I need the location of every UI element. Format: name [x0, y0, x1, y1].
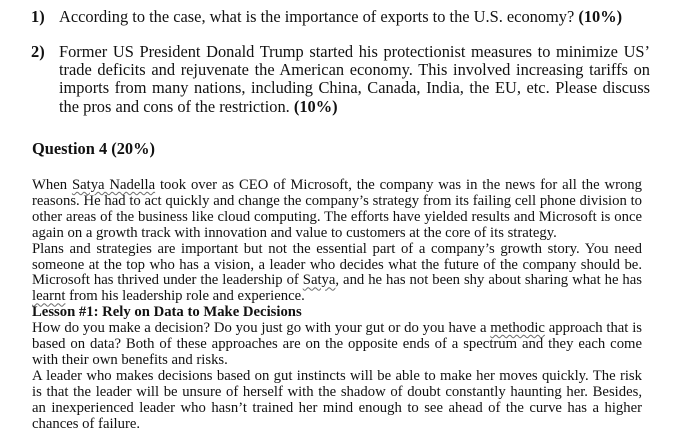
case-text	[32, 178, 642, 433]
section-heading: Question 4 (20%)	[32, 139, 155, 158]
question-1-weight: (10%)	[578, 7, 623, 26]
spellcheck-name-short: Satya	[302, 272, 336, 289]
case-paragraph-2-start: Plans and strategies are important but not the essential part of a company’s growth story. You need someone at the top who has a vision, a leader who decides what the future of the company should be. Microsoft has thrived under the leadership of	[32, 240, 642, 289]
question-2-text: Former US President Donald Trump started his protectionist measures to minimize US’ trade deficits and rejuvenate the American economy. This involved increasing tariffs on imports from many nations, including China, Canada, India, the EU, etc. Please discuss the pros and cons of the restriction.	[59, 42, 650, 116]
lesson-title: Lesson #1: Rely on Data to Make Decisions	[32, 304, 302, 321]
case-paragraph-3-rest: approach that is based on data? Both of these approaches are on the opposite ends of a spectrum and they each come with their own benefits and risks.	[32, 320, 642, 368]
case-paragraph-1-start: When	[32, 177, 72, 193]
case-paragraph-3	[32, 321, 642, 369]
spellcheck-name: Satya Nadella	[71, 177, 156, 193]
question-2-weight: (10%)	[293, 96, 338, 116]
question-1-text-block	[59, 8, 690, 26]
question-2-number: 2)	[31, 42, 45, 61]
spellcheck-word-methodic: methodic	[490, 320, 545, 337]
case-paragraph-2	[32, 242, 642, 306]
case-paragraph-3-start: How do you make a decision? Do you just go with your gut or do you have a	[32, 320, 491, 337]
case-paragraph-1	[32, 178, 642, 242]
case-paragraph-2-middle: , and he has not been shy about sharing what he has	[335, 272, 643, 289]
case-paragraph-1-rest: took over as CEO of Microsoft, the company was in the news for all the wrong reasons. He had to act quickly and change the company’s strategy from its failing cell phone division to other areas of the business like cloud computing. The efforts have yielded results and Microsoft is once again on a growth track with innovation and value to customers at the core of its strategy.	[32, 177, 642, 241]
question-2-text-block	[59, 43, 650, 116]
question-1-number: 1)	[31, 7, 45, 26]
question-1-text: According to the case, what is the importance of exports to the U.S. economy?	[59, 7, 575, 26]
case-paragraph-2-end: from his leadership role and experience.	[65, 288, 305, 305]
case-paragraph-4: A leader who makes decisions based on gut instincts will be able to make her moves quickly. The risk is that the leader will be unsure of herself with the shadow of doubt constantly haunting her. Besides, an inexperienced leader who hasn’t trained her mind enough to see ahead of the curve has a higher chances of failure.	[32, 367, 642, 432]
spellcheck-word-learnt: learnt	[32, 288, 66, 305]
